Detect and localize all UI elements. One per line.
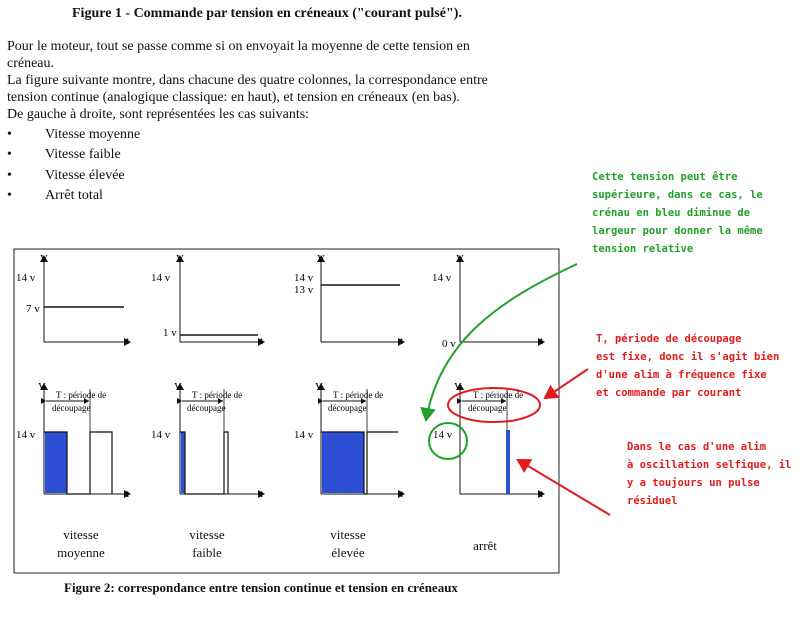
note-line: y a toujours un pulse	[627, 477, 760, 489]
figure-2-caption: Figure 2: correspondance entre tension continue et tension en créneaux	[64, 580, 458, 595]
period-label: découpage	[328, 403, 367, 413]
period-label: découpage	[52, 403, 91, 413]
axis-v-label: V	[317, 253, 325, 265]
figure-1-title: Figure 1 - Commande par tension en créneaux ("courant pulsé").	[72, 6, 462, 21]
note-line: à oscillation selfique, il	[627, 459, 792, 471]
axis-t-label: t	[540, 488, 544, 500]
note-line: crénau en bleu diminue de	[592, 207, 751, 219]
level-14v: 14 v	[433, 429, 453, 441]
period-label: T : période de	[192, 390, 243, 400]
green-annotation	[592, 168, 763, 258]
level-13v: 13 v	[294, 284, 314, 296]
intro-line: créneau.	[7, 56, 55, 71]
axis-v-label: V	[454, 381, 462, 393]
note-line: résiduel	[627, 495, 678, 507]
red-annotation-period	[596, 330, 779, 402]
note-line: tension relative	[592, 243, 694, 255]
intro-line: De gauche à droite, sont représentées les cas suivants:	[7, 107, 310, 122]
note-line: largeur pour donner la même	[592, 225, 763, 237]
bullet-glyph: •	[7, 188, 12, 203]
level-14v: 14 v	[294, 272, 314, 284]
level-14v: 14 v	[16, 429, 36, 441]
residual-pulse	[506, 430, 510, 494]
pulse-fill	[45, 432, 67, 493]
axis-v-label: V	[174, 381, 182, 393]
axis-v-label: V	[176, 253, 184, 265]
axis-t-label: t	[126, 335, 130, 347]
level-0v: 0 v	[442, 338, 456, 350]
note-line: et commande par courant	[596, 387, 742, 399]
period-label: T : période de	[333, 390, 384, 400]
bullet-text: Vitesse moyenne	[45, 127, 141, 142]
axis-t-label: t	[540, 335, 544, 347]
period-label: T : période de	[56, 390, 107, 400]
caption-line: vitesse	[330, 527, 366, 542]
period-label: T : période de	[473, 390, 524, 400]
axis-t-label: t	[260, 335, 264, 347]
axis-v-label: V	[38, 381, 46, 393]
caption-line: faible	[192, 545, 222, 560]
axis-t-label: t	[126, 488, 130, 500]
caption-line: arrêt	[473, 538, 497, 553]
caption-line: moyenne	[57, 545, 105, 560]
note-line: d'une alim à fréquence fixe	[596, 369, 767, 381]
level-14v: 14 v	[294, 429, 314, 441]
axis-v-label: V	[40, 253, 48, 265]
axis-t-label: t	[400, 335, 404, 347]
level-14v: 14 v	[151, 272, 171, 284]
pulse-waveform	[180, 432, 228, 494]
level-7v: 7 v	[26, 303, 40, 315]
axis-t-label: t	[260, 488, 264, 500]
intro-line: tension continue (analogique classique: en haut), et tension en créneaux (en bas).	[7, 90, 460, 105]
intro-line: La figure suivante montre, dans chacune des quatre colonnes, la correspondance entre	[7, 73, 488, 88]
bullet-text: Vitesse faible	[45, 147, 121, 162]
axis-t-label: t	[400, 488, 404, 500]
level-14v: 14 v	[151, 429, 171, 441]
level-14v: 14 v	[432, 272, 452, 284]
note-line: Dans le cas d'une alim	[627, 441, 767, 453]
column-caption	[450, 537, 520, 555]
bullet-glyph: •	[7, 168, 12, 183]
bullet-glyph: •	[7, 127, 12, 142]
column-caption	[313, 526, 383, 562]
bullet-glyph: •	[7, 147, 12, 162]
bullet-text: Arrêt total	[45, 188, 103, 203]
period-label: découpage	[187, 403, 226, 413]
red-annotation-residual	[627, 438, 791, 510]
note-line: supérieure, dans ce cas, le	[592, 189, 763, 201]
note-line: est fixe, donc il s'agit bien	[596, 351, 780, 363]
red-arrow-period	[545, 369, 588, 398]
caption-line: vitesse	[63, 527, 99, 542]
caption-line: vitesse	[189, 527, 225, 542]
period-label: découpage	[468, 403, 507, 413]
pulse-fill	[322, 432, 364, 493]
axis-v-label: V	[315, 381, 323, 393]
level-1v: 1 v	[163, 327, 177, 339]
caption-line: élevée	[331, 545, 365, 560]
intro-line: Pour le moteur, tout se passe comme si on envoyait la moyenne de cette tension en	[7, 39, 470, 54]
column-caption	[46, 526, 116, 562]
note-line: Cette tension peut être	[592, 171, 738, 183]
red-arrow-pulse	[518, 460, 610, 515]
note-line: T, période de découpage	[596, 333, 742, 345]
axis-v-label: V	[456, 253, 464, 265]
bullet-text: Vitesse élevée	[45, 168, 125, 183]
column-3	[294, 253, 404, 500]
level-14v: 14 v	[16, 272, 36, 284]
column-2	[151, 253, 264, 500]
column-caption	[172, 526, 242, 562]
column-1	[16, 253, 130, 500]
